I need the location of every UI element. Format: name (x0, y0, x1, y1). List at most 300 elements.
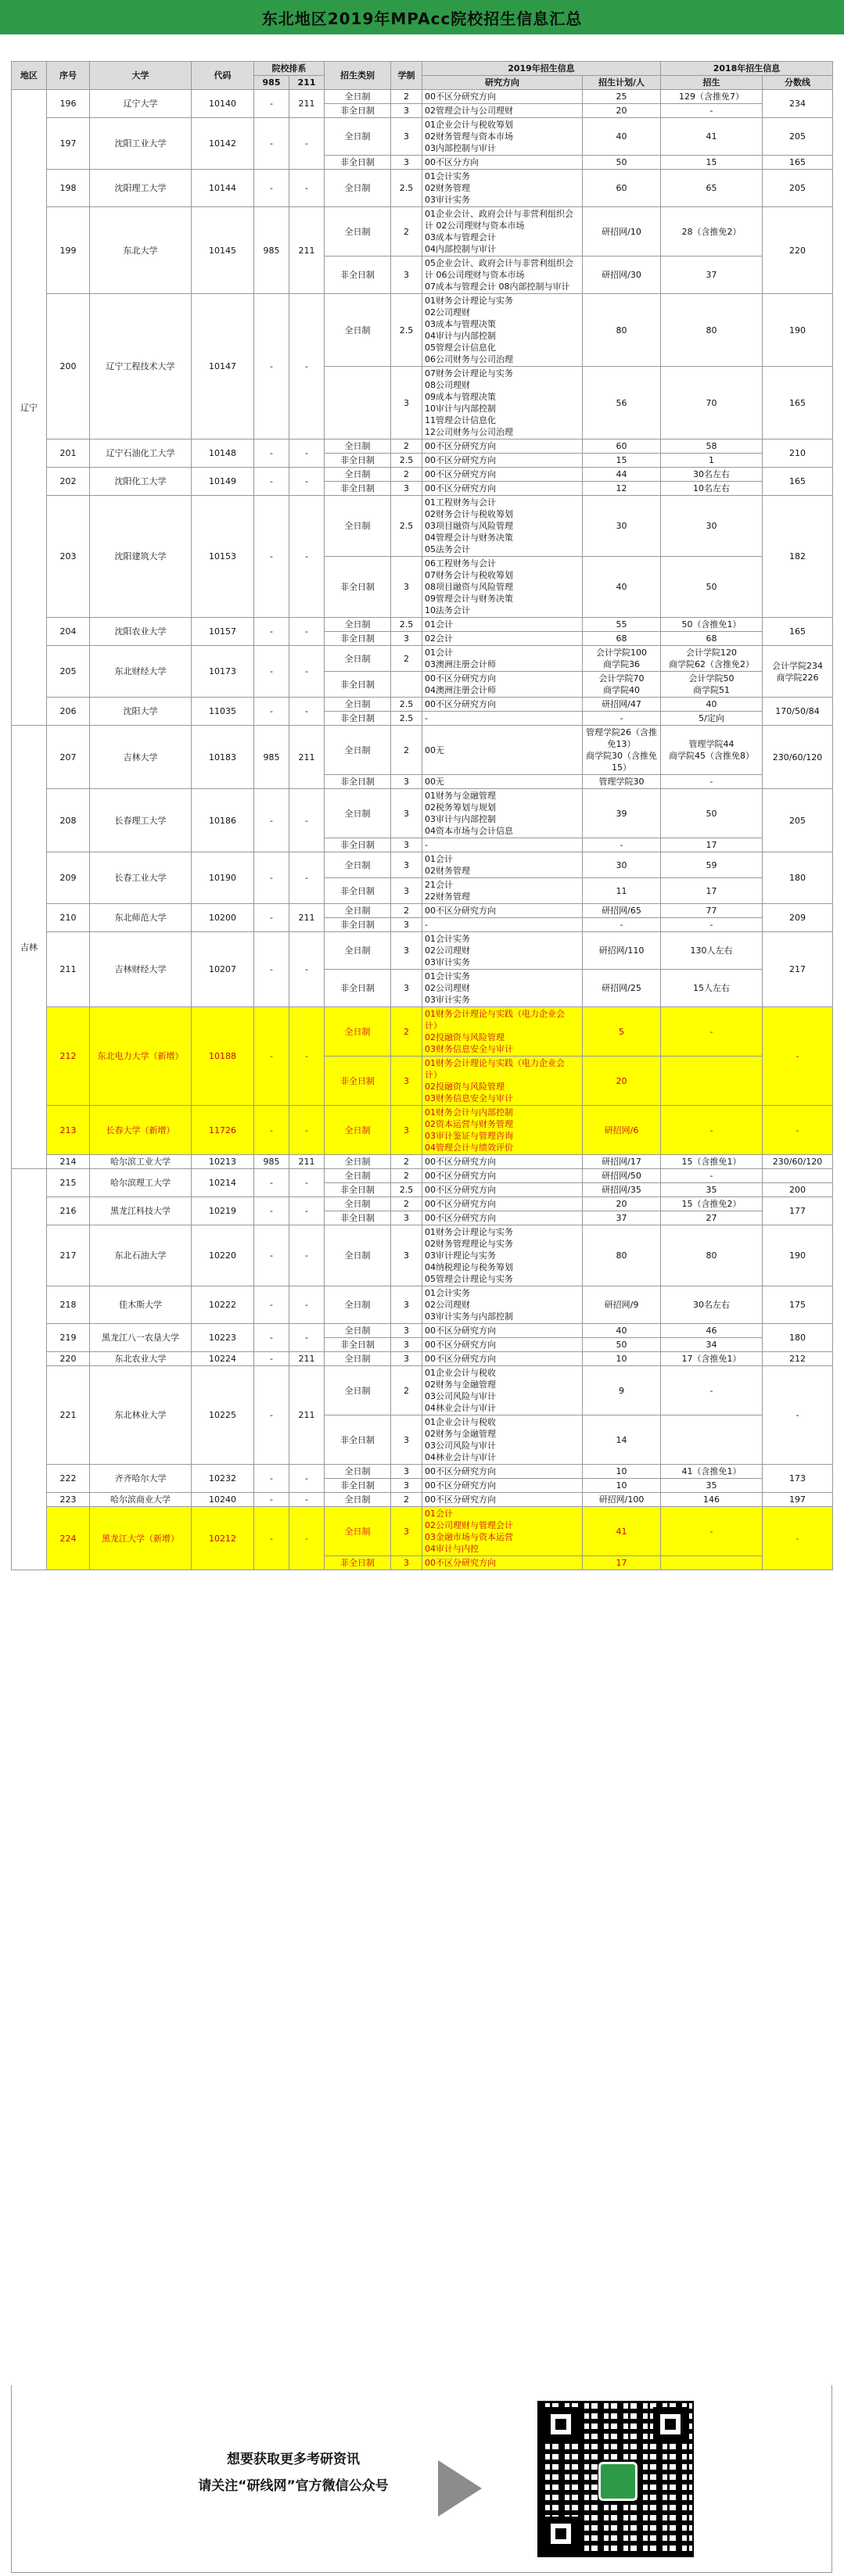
table-row (12, 207, 833, 257)
plan-2019-cell: 68 (583, 632, 661, 646)
plan-2019-cell: 5 (583, 1007, 661, 1057)
category-cell: 全日制 (325, 1169, 391, 1183)
plan-2019-cell: - (583, 712, 661, 726)
category-cell: 非全日制 (325, 918, 391, 932)
category-cell: 全日制 (325, 618, 391, 632)
university-cell: 吉林大学 (90, 726, 192, 789)
code-cell: 10220 (192, 1225, 254, 1286)
tier-211-cell: - (289, 1324, 325, 1352)
category-cell: 全日制 (325, 932, 391, 970)
score-2018-cell: 175 (763, 1286, 833, 1324)
category-cell: 全日制 (325, 496, 391, 557)
score-2018-cell (763, 1169, 833, 1183)
table-row (12, 1507, 833, 1556)
category-cell: 全日制 (325, 468, 391, 482)
university-cell: 长春工业大学 (90, 852, 192, 904)
direction-cell: 00不区分研究方向 04澳洲注册会计师 (422, 672, 583, 698)
plan-2019-cell: 研招网/65 (583, 904, 661, 918)
admit-2018-cell: 77 (661, 904, 763, 918)
tier-985-cell: - (254, 468, 289, 496)
direction-cell: - (422, 838, 583, 852)
admit-2018-cell: 50（含推免1） (661, 618, 763, 632)
table-row (12, 726, 833, 775)
table-row (12, 1169, 833, 1183)
direction-cell: 01会计实务 02财务管理 03审计实务 (422, 170, 583, 207)
seq-cell: 216 (47, 1197, 90, 1225)
table-row (12, 90, 833, 104)
admit-2018-cell: 59 (661, 852, 763, 878)
tier-985-cell: - (254, 852, 289, 904)
direction-cell: 06工程财务与会计 07财务会计与税收筹划 08项目融资与风险管理 09管理会计与财务决策 10法务会计 (422, 557, 583, 618)
tier-985-cell: - (254, 1324, 289, 1352)
qr-code (537, 2401, 694, 2557)
years-cell: 3 (391, 1479, 422, 1493)
years-cell: 2 (391, 468, 422, 482)
header-region: 地区 (12, 62, 47, 90)
years-cell: 2.5 (391, 1183, 422, 1197)
university-cell: 沈阳建筑大学 (90, 496, 192, 618)
code-cell: 10190 (192, 852, 254, 904)
direction-cell: 01会计 02财务管理 (422, 852, 583, 878)
direction-cell: 01财务会计理论与实践（电力企业会计） 02投融资与风险管理 03财务信息安全与审计 (422, 1007, 583, 1057)
university-cell: 黑龙江科技大学 (90, 1197, 192, 1225)
years-cell: 2.5 (391, 618, 422, 632)
tier-985-cell: - (254, 618, 289, 646)
table-row (12, 1225, 833, 1286)
tier-211-cell: 211 (289, 1155, 325, 1169)
admit-2018-cell: 41 (661, 118, 763, 156)
category-cell: 全日制 (325, 1197, 391, 1211)
university-cell: 长春大学（新增） (90, 1106, 192, 1155)
header-tier: 院校排系 (254, 62, 325, 76)
university-cell: 东北大学 (90, 207, 192, 294)
code-cell: 10173 (192, 646, 254, 698)
plan-2019-cell: - (583, 918, 661, 932)
tier-211-cell: 211 (289, 904, 325, 932)
code-cell: 11726 (192, 1106, 254, 1155)
admit-2018-cell: 15（含推免1） (661, 1155, 763, 1169)
admit-2018-cell: 35 (661, 1479, 763, 1493)
seq-cell: 202 (47, 468, 90, 496)
tier-211-cell: - (289, 789, 325, 852)
university-cell: 哈尔滨工业大学 (90, 1155, 192, 1169)
direction-cell: 00不区分方向 (422, 156, 583, 170)
admit-2018-cell: 30 (661, 496, 763, 557)
university-cell: 沈阳大学 (90, 698, 192, 726)
years-cell: 3 (391, 852, 422, 878)
category-cell: 全日制 (325, 1366, 391, 1415)
header-university: 大学 (90, 62, 192, 90)
table-row (12, 170, 833, 207)
tier-211-cell: - (289, 1225, 325, 1286)
category-cell: 全日制 (325, 789, 391, 838)
direction-cell: 01财务会计理论与实务 02公司理财 03成本与管理决策 04审计与内部控制 05管理会计信息化 06公司财务与公司治理 (422, 294, 583, 367)
category-cell: 非全日制 (325, 1556, 391, 1570)
direction-cell: 00不区分研究方向 (422, 904, 583, 918)
admit-2018-cell: 17 (661, 838, 763, 852)
admit-2018-cell: - (661, 775, 763, 789)
direction-cell: 00不区分研究方向 (422, 1211, 583, 1225)
category-cell: 非全日制 (325, 482, 391, 496)
code-cell: 10207 (192, 932, 254, 1007)
years-cell: 3 (391, 1286, 422, 1324)
table-row (12, 789, 833, 838)
plan-2019-cell: 12 (583, 482, 661, 496)
admit-2018-cell: 管理学院44 商学院45（含推免8） (661, 726, 763, 775)
admit-2018-cell: 34 (661, 1338, 763, 1352)
admit-2018-cell: 146 (661, 1493, 763, 1507)
tier-211-cell: - (289, 646, 325, 698)
category-cell: 非全日制 (325, 1415, 391, 1465)
category-cell: 全日制 (325, 852, 391, 878)
table-row (12, 1366, 833, 1415)
direction-cell: 00不区分研究方向 (422, 454, 583, 468)
admit-2018-cell: 58 (661, 439, 763, 454)
seq-cell: 218 (47, 1286, 90, 1324)
tier-985-cell: - (254, 496, 289, 618)
direction-cell: 02管理会计与公司理财 (422, 104, 583, 118)
code-cell: 10149 (192, 468, 254, 496)
table-row (12, 468, 833, 482)
seq-cell: 221 (47, 1366, 90, 1465)
admit-2018-cell: - (661, 104, 763, 118)
direction-cell: 00不区分研究方向 (422, 1338, 583, 1352)
university-cell: 哈尔滨商业大学 (90, 1493, 192, 1507)
score-2018-cell: 177 (763, 1197, 833, 1225)
header-985: 985 (254, 76, 289, 90)
direction-cell: 00不区分研究方向 (422, 1479, 583, 1493)
code-cell: 10153 (192, 496, 254, 618)
category-cell: 全日制 (325, 1155, 391, 1169)
plan-2019-cell: 会计学院70 商学院40 (583, 672, 661, 698)
category-cell: 非全日制 (325, 838, 391, 852)
score-2018-cell: 205 (763, 170, 833, 207)
university-cell: 东北师范大学 (90, 904, 192, 932)
tier-211-cell: 211 (289, 726, 325, 789)
admit-2018-cell: 1 (661, 454, 763, 468)
plan-2019-cell: 20 (583, 1057, 661, 1106)
direction-cell: 01企业会计与税收 02财务与金融管理 03公司风险与审计 04林业会计与审计 (422, 1415, 583, 1465)
tier-985-cell: - (254, 170, 289, 207)
admit-2018-cell: 50 (661, 789, 763, 838)
tier-211-cell: - (289, 618, 325, 646)
plan-2019-cell: 50 (583, 156, 661, 170)
admit-2018-cell: 41（含推免1） (661, 1465, 763, 1479)
tier-211-cell: - (289, 1007, 325, 1106)
plan-2019-cell: 会计学院100 商学院36 (583, 646, 661, 672)
years-cell: 2 (391, 1493, 422, 1507)
category-cell: 非全日制 (325, 672, 391, 698)
plan-2019-cell: 80 (583, 1225, 661, 1286)
direction-cell: 21会计 22财务管理 (422, 878, 583, 904)
admit-2018-cell: - (661, 1366, 763, 1415)
admit-2018-cell: 27 (661, 1211, 763, 1225)
category-cell: 非全日制 (325, 156, 391, 170)
plan-2019-cell: 55 (583, 618, 661, 632)
years-cell: 3 (391, 1057, 422, 1106)
plan-2019-cell: 9 (583, 1366, 661, 1415)
header-years: 学制 (391, 62, 422, 90)
table-row (12, 852, 833, 878)
years-cell: 2 (391, 1197, 422, 1211)
admit-2018-cell: 5/定向 (661, 712, 763, 726)
category-cell: 全日制 (325, 1324, 391, 1338)
category-cell: 非全日制 (325, 632, 391, 646)
years-cell: 2 (391, 1007, 422, 1057)
score-2018-cell: 180 (763, 852, 833, 904)
years-cell: 2.5 (391, 698, 422, 712)
admit-2018-cell: - (661, 1169, 763, 1183)
tier-985-cell: - (254, 1225, 289, 1286)
years-cell: 2.5 (391, 170, 422, 207)
direction-cell: - (422, 918, 583, 932)
code-cell: 10145 (192, 207, 254, 294)
seq-cell: 210 (47, 904, 90, 932)
plan-2019-cell: 50 (583, 1338, 661, 1352)
direction-cell: 00不区分研究方向 (422, 1155, 583, 1169)
plan-2019-cell: 60 (583, 170, 661, 207)
years-cell: 3 (391, 1225, 422, 1286)
code-cell: 10144 (192, 170, 254, 207)
admit-2018-cell: - (661, 918, 763, 932)
plan-2019-cell: 研招网/30 (583, 257, 661, 294)
table-row (12, 646, 833, 672)
admit-2018-cell: 会计学院120 商学院62（含推免2） (661, 646, 763, 672)
direction-cell: 01会计 (422, 618, 583, 632)
category-cell: 全日制 (325, 1225, 391, 1286)
tier-211-cell: - (289, 1169, 325, 1197)
code-cell: 10188 (192, 1007, 254, 1106)
years-cell: 3 (391, 789, 422, 838)
university-cell: 东北农业大学 (90, 1352, 192, 1366)
direction-cell: 00不区分研究方向 (422, 1465, 583, 1479)
code-cell: 10140 (192, 90, 254, 118)
category-cell: 非全日制 (325, 1211, 391, 1225)
university-cell: 黑龙江大学（新增） (90, 1507, 192, 1570)
tier-211-cell: 211 (289, 1366, 325, 1465)
plan-2019-cell: 10 (583, 1352, 661, 1366)
plan-2019-cell: 40 (583, 557, 661, 618)
years-cell: 2 (391, 1169, 422, 1183)
tier-985-cell: - (254, 118, 289, 170)
tier-985-cell: - (254, 698, 289, 726)
tier-211-cell: - (289, 1197, 325, 1225)
plan-2019-cell: 研招网/47 (583, 698, 661, 712)
code-cell: 10157 (192, 618, 254, 646)
tier-985-cell: - (254, 294, 289, 439)
tier-985-cell: - (254, 904, 289, 932)
admit-2018-cell: 35 (661, 1183, 763, 1197)
years-cell (391, 672, 422, 698)
seq-cell: 223 (47, 1493, 90, 1507)
tier-211-cell: 211 (289, 1352, 325, 1366)
plan-2019-cell: 研招网/50 (583, 1169, 661, 1183)
category-cell: 全日制 (325, 1007, 391, 1057)
score-2018-cell: - (763, 1106, 833, 1155)
table-row (12, 1493, 833, 1507)
header-category: 招生类别 (325, 62, 391, 90)
years-cell: 3 (391, 482, 422, 496)
category-cell: 非全日制 (325, 970, 391, 1007)
header-score-2018: 分数线 (763, 76, 833, 90)
plan-2019-cell: 研招网/100 (583, 1493, 661, 1507)
tier-985-cell: - (254, 90, 289, 118)
category-cell: 全日制 (325, 1286, 391, 1324)
score-2018-cell: 209 (763, 904, 833, 932)
admit-2018-cell: 40 (661, 698, 763, 712)
tier-985-cell: - (254, 789, 289, 852)
plan-2019-cell: 10 (583, 1465, 661, 1479)
admit-2018-cell: 46 (661, 1324, 763, 1338)
header-211: 211 (289, 76, 325, 90)
tier-211-cell: - (289, 294, 325, 439)
table-row (12, 118, 833, 156)
tier-211-cell: - (289, 1286, 325, 1324)
table-row (12, 904, 833, 918)
plan-2019-cell: 研招网/10 (583, 207, 661, 257)
plan-2019-cell: 研招网/6 (583, 1106, 661, 1155)
category-cell: 非全日制 (325, 878, 391, 904)
years-cell: 2.5 (391, 496, 422, 557)
years-cell: 2 (391, 1155, 422, 1169)
score-2018-cell: 190 (763, 1225, 833, 1286)
seq-cell: 212 (47, 1007, 90, 1106)
tier-211-cell: 211 (289, 207, 325, 294)
seq-cell: 217 (47, 1225, 90, 1286)
category-cell: 非全日制 (325, 1183, 391, 1197)
table-row (12, 496, 833, 557)
tier-985-cell: - (254, 1352, 289, 1366)
plan-2019-cell: 17 (583, 1556, 661, 1570)
direction-cell: 00不区分研究方向 (422, 468, 583, 482)
table-row (12, 1324, 833, 1338)
direction-cell: 01财务会计理论与实践（电力企业会计） 02投融资与风险管理 03财务信息安全与审计 (422, 1057, 583, 1106)
category-cell: 全日制 (325, 118, 391, 156)
years-cell: 3 (391, 156, 422, 170)
university-cell: 辽宁工程技术大学 (90, 294, 192, 439)
promo-text: 想要获取更多考研资讯 请关注“研线网”官方微信公众号 (198, 2452, 389, 2494)
years-cell: 3 (391, 1106, 422, 1155)
plan-2019-cell: 37 (583, 1211, 661, 1225)
direction-cell: 00不区分研究方向 (422, 482, 583, 496)
university-cell: 哈尔滨理工大学 (90, 1169, 192, 1197)
category-cell: 全日制 (325, 1507, 391, 1556)
plan-2019-cell: 15 (583, 454, 661, 468)
admissions-table (11, 61, 833, 1570)
score-2018-cell: 190 (763, 294, 833, 367)
years-cell: 3 (391, 838, 422, 852)
table-row (12, 618, 833, 632)
university-cell: 东北财经大学 (90, 646, 192, 698)
years-cell: 3 (391, 257, 422, 294)
score-2018-cell: 230/60/120 (763, 1155, 833, 1169)
score-2018-cell: 230/60/120 (763, 726, 833, 789)
university-cell: 辽宁石油化工大学 (90, 439, 192, 468)
admit-2018-cell: 37 (661, 257, 763, 294)
category-cell: 全日制 (325, 698, 391, 712)
direction-cell: 05企业会计、政府会计与非营利组织会计 06公司理财与资本市场 07成本与管理会计 08内部控制与审计 (422, 257, 583, 294)
university-cell: 沈阳工业大学 (90, 118, 192, 170)
direction-cell: 00无 (422, 726, 583, 775)
plan-2019-cell: 研招网/17 (583, 1155, 661, 1169)
admit-2018-cell (661, 1556, 763, 1570)
plan-2019-cell: 44 (583, 468, 661, 482)
tier-985-cell: - (254, 1007, 289, 1106)
plan-2019-cell: 研招网/35 (583, 1183, 661, 1197)
direction-cell: 01财务会计理论与实务 02财务管理理论与实务 03审计理论与实务 04纳税理论与税务筹划 05管理会计理论与实务 (422, 1225, 583, 1286)
years-cell: 2 (391, 439, 422, 454)
tier-211-cell: - (289, 170, 325, 207)
table-row (12, 932, 833, 970)
score-2018-cell: 170/50/84 (763, 698, 833, 726)
tier-211-cell: 211 (289, 90, 325, 118)
direction-cell: 00不区分研究方向 (422, 1352, 583, 1366)
admit-2018-cell: 65 (661, 170, 763, 207)
plan-2019-cell: 研招网/25 (583, 970, 661, 1007)
direction-cell: 00不区分研究方向 (422, 1183, 583, 1197)
university-cell: 佳木斯大学 (90, 1286, 192, 1324)
admit-2018-cell: 会计学院50 商学院51 (661, 672, 763, 698)
direction-cell: 02会计 (422, 632, 583, 646)
header-info-2019: 2019年招生信息 (422, 62, 661, 76)
table-row (12, 1155, 833, 1169)
code-cell: 10219 (192, 1197, 254, 1225)
category-cell: 全日制 (325, 904, 391, 918)
years-cell: 3 (391, 1324, 422, 1338)
university-cell: 沈阳化工大学 (90, 468, 192, 496)
direction-cell: 00不区分研究方向 (422, 1169, 583, 1183)
tier-985-cell: - (254, 1507, 289, 1570)
admit-2018-cell: 10名左右 (661, 482, 763, 496)
tier-985-cell: - (254, 1366, 289, 1465)
university-cell: 东北石油大学 (90, 1225, 192, 1286)
score-2018-cell: 180 (763, 1324, 833, 1352)
university-cell: 辽宁大学 (90, 90, 192, 118)
university-cell: 吉林财经大学 (90, 932, 192, 1007)
category-cell: 非全日制 (325, 557, 391, 618)
score-2018-cell: 212 (763, 1352, 833, 1366)
table-row (12, 1465, 833, 1479)
score-2018-cell: 197 (763, 1493, 833, 1507)
seq-cell: 197 (47, 118, 90, 170)
code-cell: 10183 (192, 726, 254, 789)
plan-2019-cell: 25 (583, 90, 661, 104)
direction-cell: 00不区分研究方向 (422, 1197, 583, 1211)
admit-2018-cell: 17（含推免1） (661, 1352, 763, 1366)
university-cell: 长春理工大学 (90, 789, 192, 852)
admit-2018-cell: 15（含推免2） (661, 1197, 763, 1211)
code-cell: 10212 (192, 1507, 254, 1570)
code-cell: 10240 (192, 1493, 254, 1507)
category-cell: 全日制 (325, 207, 391, 257)
admit-2018-cell: 30名左右 (661, 1286, 763, 1324)
direction-cell: - (422, 712, 583, 726)
category-cell: 全日制 (325, 439, 391, 454)
tier-985-cell: - (254, 1493, 289, 1507)
admit-2018-cell: - (661, 1106, 763, 1155)
admit-2018-cell: 15人左右 (661, 970, 763, 1007)
seq-cell: 208 (47, 789, 90, 852)
plan-2019-cell: 研招网/9 (583, 1286, 661, 1324)
years-cell: 2 (391, 90, 422, 104)
score-2018-cell: 205 (763, 118, 833, 156)
category-cell: 全日制 (325, 646, 391, 672)
admit-2018-cell: - (661, 1507, 763, 1556)
header-info-2018: 2018年招生信息 (661, 62, 833, 76)
tier-985-cell: - (254, 1197, 289, 1225)
category-cell: 非全日制 (325, 104, 391, 118)
tier-985-cell: - (254, 932, 289, 1007)
